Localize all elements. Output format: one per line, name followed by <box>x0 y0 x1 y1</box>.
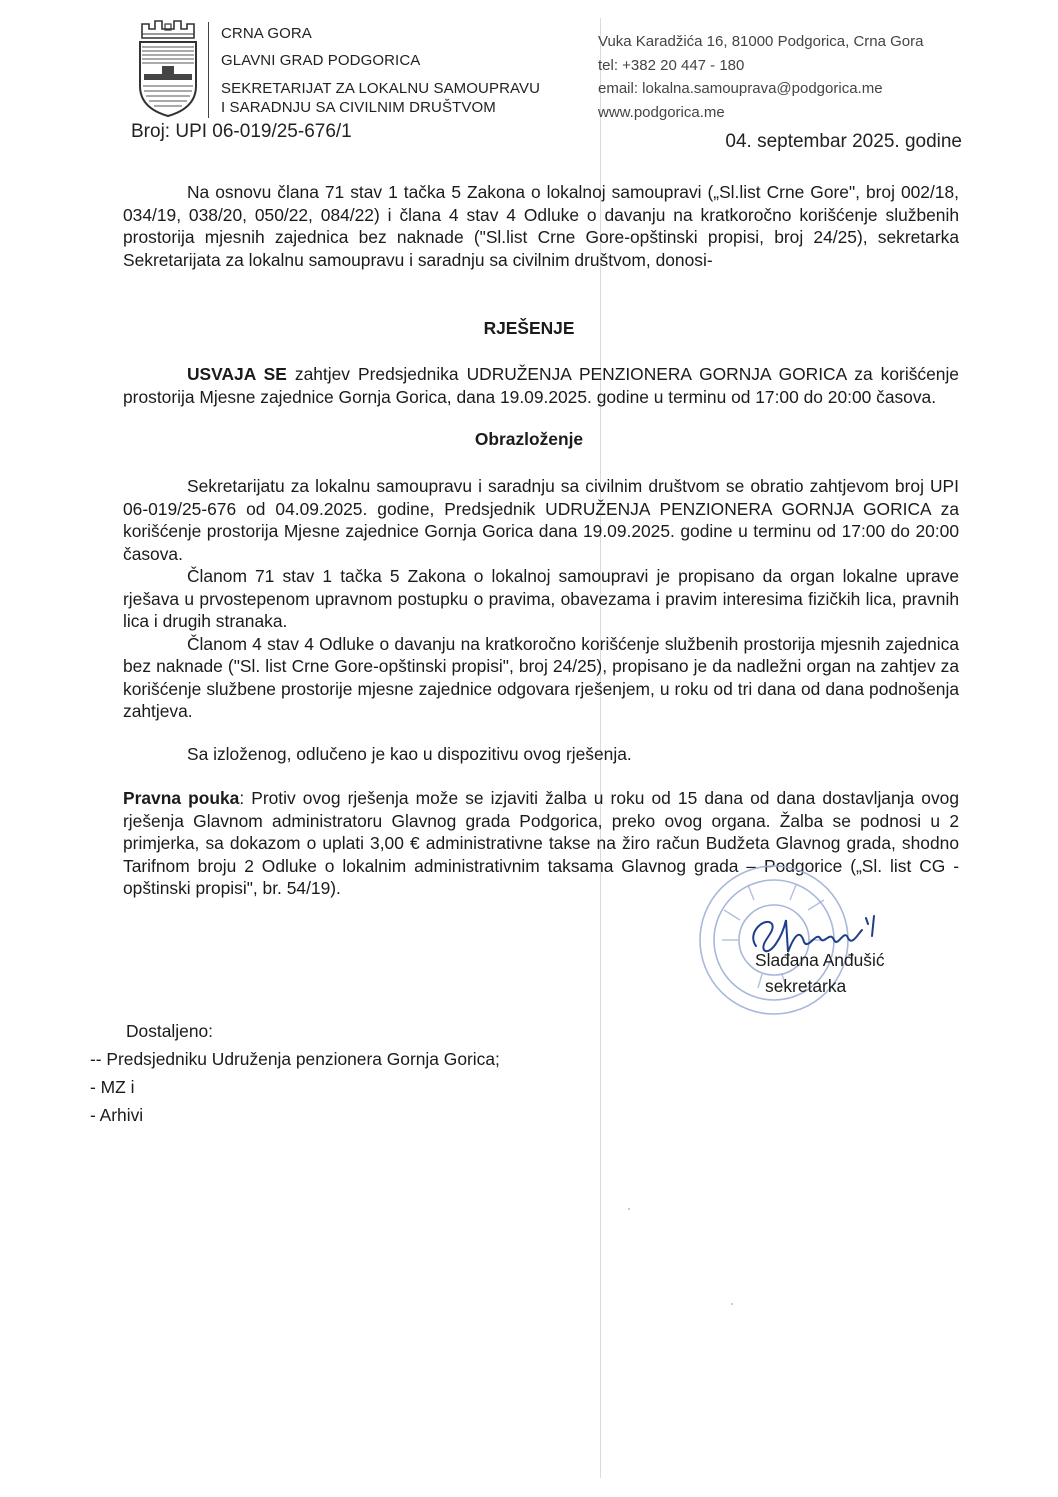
org-country: CRNA GORA <box>221 25 312 42</box>
distribution-list <box>90 1017 500 1129</box>
document-date: 04. septembar 2025. godine <box>725 131 962 152</box>
contact-address: Vuka Karadžića 16, 81000 Podgorica, Crna Gora <box>598 33 924 50</box>
decision-lead: USVAJA SE <box>187 364 287 384</box>
preamble-text: Na osnovu člana 71 stav 1 tačka 5 Zakona o lokalnoj samoupravi („Sl.list Crne Gore", broj 002/18, 034/19, 038/20, 050/22, 084/22) i člana 4 stav 4 Odluke o davanju na kratkoročno korišćenje službenih prostorija mjesnih zajednica bez naknade ("Sl.list Crne Gore-opštinski propisi, broj 24/25), sekretarka Sekretarijata za lokalnu samoupravu i saradnju sa civilnim društvom, donosi- <box>123 182 959 270</box>
contact-phone: tel: +382 20 447 - 180 <box>598 56 745 74</box>
distribution-item: - MZ i <box>90 1077 135 1097</box>
signatory-name: Slađana Anđušić <box>755 950 885 970</box>
legal-notice-text: : Protiv ovog rješenja može se izjaviti žalba u roku od 15 dana od dana dostavljanja ovog rješenja Glavnom administratoru Glavnog grada Podgorica, preko ovog organa. Žalba se podnosi u 2 primjerka, sa dokazom o uplati 3,00 € administrativne takse na žiro račun Budžeta Glavnog grada, shodno Tarifnom broju 2 Odluke o lokalnim administrativnim taksama Glavnog grada – Podgorice („Sl. list CG - opštinski propisi", br. 54/19). <box>123 788 959 898</box>
preamble-section <box>123 181 959 271</box>
contact-website: www.podgorica.me <box>598 103 725 121</box>
decision-title: RJEŠENJE <box>483 318 575 338</box>
coat-of-arms-icon <box>136 16 200 118</box>
org-department: SEKRETARIJAT ZA LOKALNU SAMOUPRAVU <box>221 80 541 97</box>
contact-email: email: lokalna.samouprava@podgorica.me <box>598 80 883 97</box>
reasoning-paragraph-2: Članom 71 stav 1 tačka 5 Zakona o lokalnoj samoupravi je propisano da organ lokalne uprave rješava u prvostepenom upravnom postupku o pravima, obavezama i pravim interesima fizičkih lica, pravnih lica i drugih stranaka. <box>123 566 959 631</box>
conclusion-section <box>123 743 959 766</box>
distribution-item: -- Predsjedniku Udruženja penzionera Gornja Gorica; <box>90 1049 500 1069</box>
distribution-title: Dostaljeno: <box>126 1021 214 1041</box>
org-department-cont: I SARADNJU SA CIVILNIM DRUŠTVOM <box>221 99 496 116</box>
org-city: GLAVNI GRAD PODGORICA <box>221 52 421 69</box>
contact-block <box>598 30 923 124</box>
signatory-role: sekretarka <box>765 976 847 996</box>
reasoning-title: Obrazloženje <box>474 429 584 449</box>
header-divider <box>208 22 209 118</box>
reasoning-paragraph-3: Članom 4 stav 4 Odluke o davanju na kratkoročno korišćenje službenih prostorija mjesnih zajednica bez naknade ("Sl. list Crne Gore-opštinski propisi", broj 24/25), propisano je da nadležni organ na zahtjev za korišćenje službene prostorije mjesne zajednice odgovara rješenjem, u roku od tri dana od dana podnošenja zahtjeva. <box>123 633 959 721</box>
scan-speck <box>731 1303 733 1305</box>
scan-speck <box>628 1208 630 1210</box>
reference-number: Broj: UPI 06-019/25-676/1 <box>131 121 352 142</box>
organization-block <box>221 24 540 117</box>
decision-text: zahtjev Predsjednika UDRUŽENJA PENZIONERA GORNJA GORICA za korišćenje prostorija Mjesne zajednice Gornja Gorica, dana 19.09.2025. godine u terminu od 17:00 do 20:00 časova. <box>123 364 959 407</box>
reasoning-paragraph-1: Sekretarijatu za lokalnu samoupravu i saradnju sa civilnim društvom se obratio zahtjevom broj UPI 06-019/25-676 od 04.09.2025. godine, Predsjednik UDRUŽENJA PENZIONERA GORNJA GORICA za korišćenje prostorija Mjesne zajednice Gornja Gorica dana 19.09.2025. godine u terminu od 17:00 do 20:00 časova. <box>123 476 959 564</box>
reasoning-section <box>123 475 959 723</box>
decision-paragraph <box>123 363 959 408</box>
conclusion-text: Sa izloženog, odlučeno je kao u dispozitivu ovog rješenja. <box>187 744 632 764</box>
distribution-item: - Arhivi <box>90 1105 144 1125</box>
legal-notice-lead: Pravna pouka <box>123 788 240 808</box>
decision-section <box>123 363 959 408</box>
